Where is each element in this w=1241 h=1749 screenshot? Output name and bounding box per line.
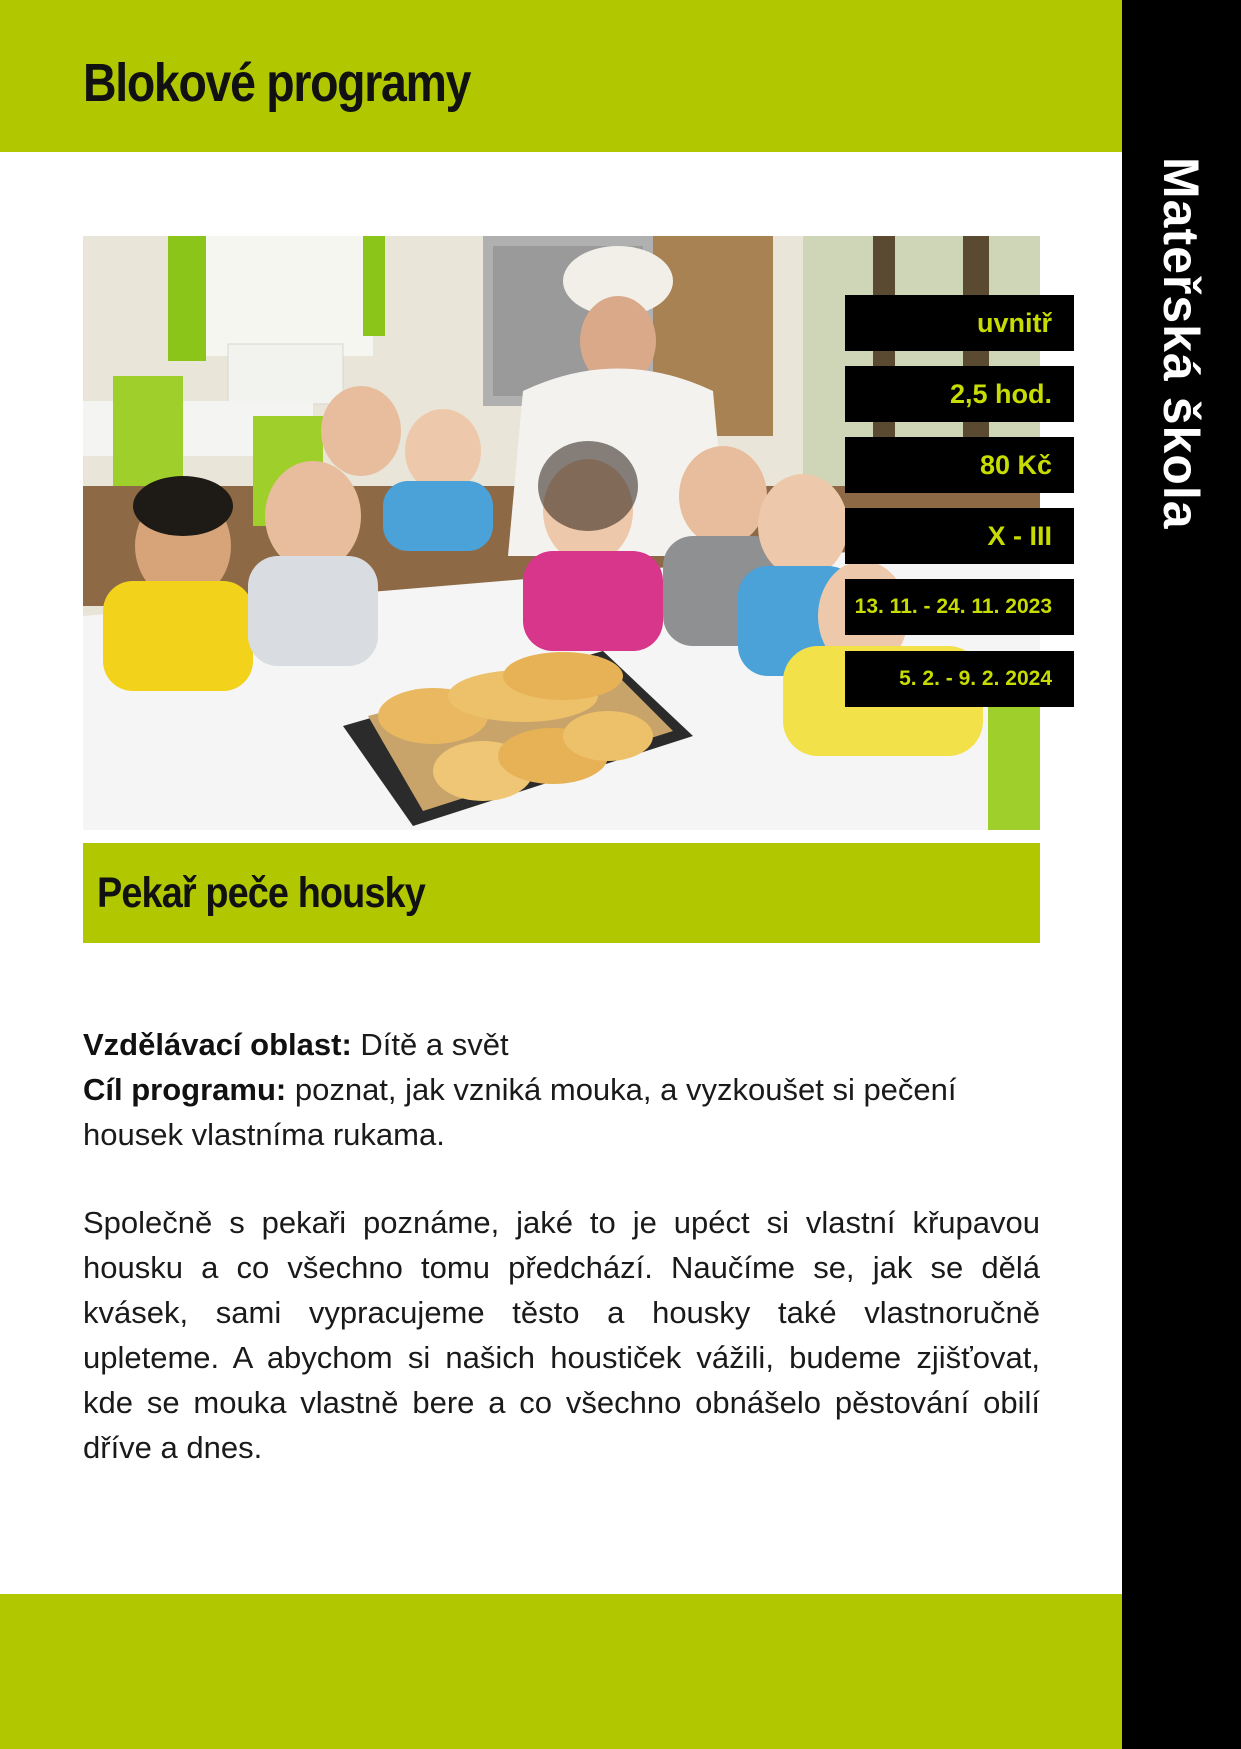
duration-badge: 2,5 hod.	[845, 366, 1074, 422]
header-band	[0, 0, 1122, 152]
program-title: Pekař peče housky	[97, 869, 425, 917]
months-badge: X - III	[845, 508, 1074, 564]
date-range-badge-1: 13. 11. - 24. 11. 2023	[845, 579, 1074, 635]
price-badge: 80 Kč	[845, 437, 1074, 493]
date-range-badge-2: 5. 2. - 9. 2. 2024	[845, 651, 1074, 707]
side-category-label: Mateřská škola	[1153, 157, 1209, 530]
location-badge: uvnitř	[845, 295, 1074, 351]
program-description: Společně s pekaři poznáme, jaké to je upéct si vlastní křupavou housku a co všechno tomu předchází. Naučíme se, jak se dělá kvásek, sami vypracujeme těsto a housky také vlastnoručně upleteme. A abychom si našich houstiček vážili, budeme zjišťovat, kde se mouka vlastně bere a co všechno obnášelo pěstování obilí dříve a dnes.	[83, 1205, 1040, 1465]
goal-value: poznat, jak vzniká mouka, a vyzkoušet si pečení housek vlastníma rukama.	[83, 1072, 957, 1152]
area-value: Dítě a svět	[351, 1027, 509, 1062]
program-info	[83, 1022, 1040, 1157]
footer-band	[0, 1594, 1122, 1749]
goal-label: Cíl programu:	[83, 1072, 287, 1107]
page-title: Blokové programy	[83, 53, 471, 113]
program-title-band	[83, 843, 1040, 943]
area-label: Vzdělávací oblast:	[83, 1027, 352, 1062]
